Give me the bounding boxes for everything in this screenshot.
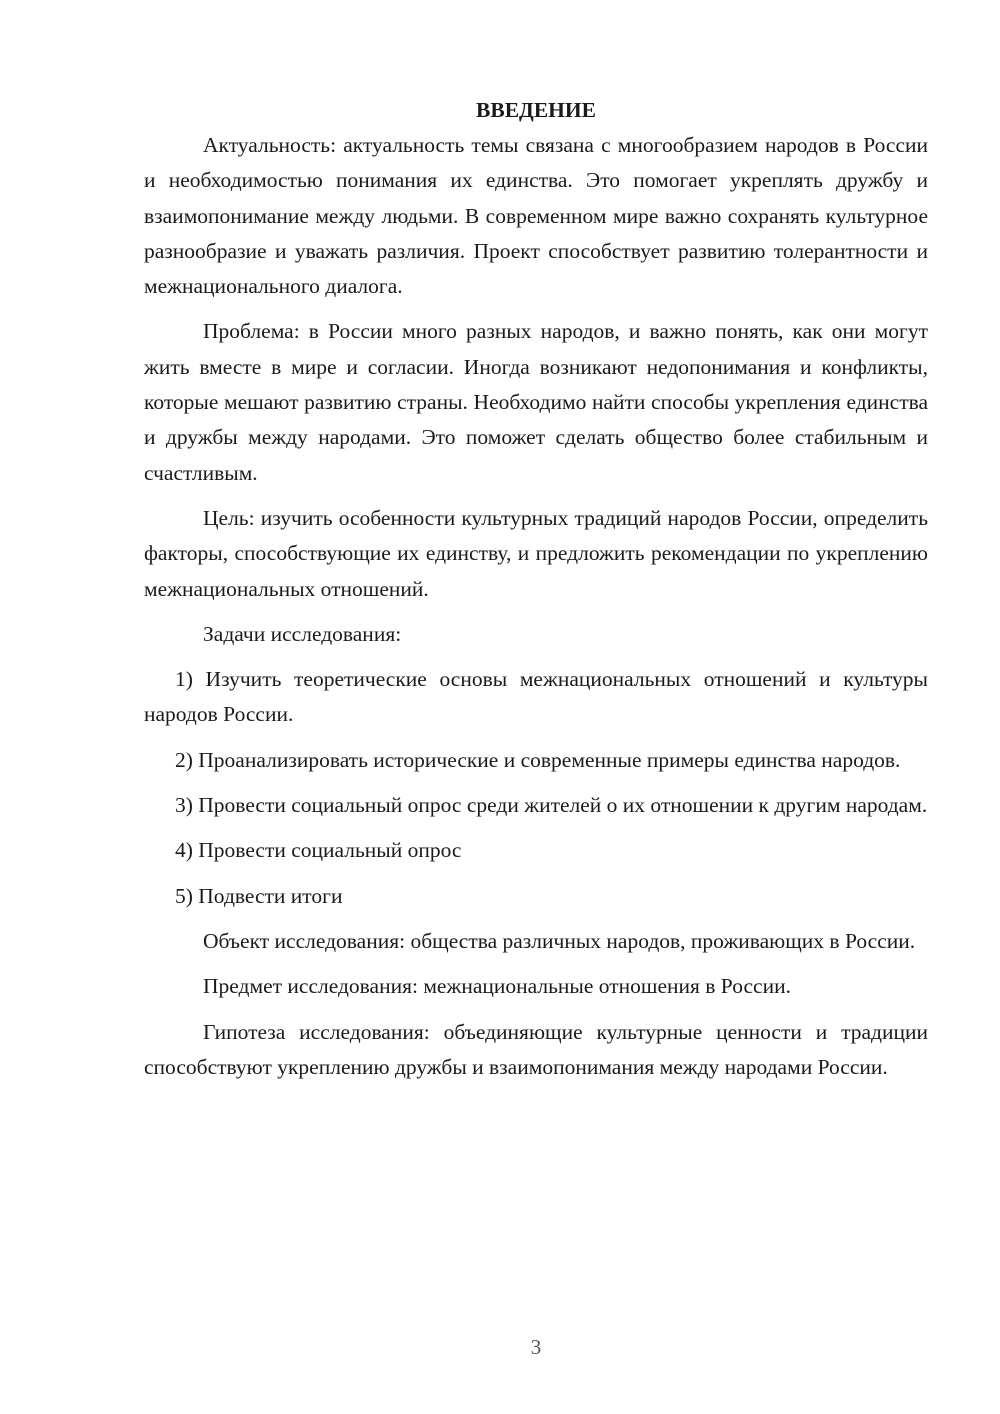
problem-paragraph: Проблема: в России много разных народов, и важно понять, как они могут жить вместе в мире и согласии. Иногда возникают недопонимания и конфликты, которые мешают развитию страны. Необходимо найти способы укрепления единства и дружбы между народами. Это поможет сделать общество более стабильным и счастливым.: [144, 319, 928, 485]
list-item: 4) Провести социальный опрос: [175, 838, 462, 863]
subject-paragraph: Предмет исследования: межнациональные отношения в России.: [203, 974, 791, 999]
page-number: 3: [530, 1335, 542, 1359]
page-title: ВВЕДЕНИЕ: [476, 98, 596, 122]
object-paragraph: Объект исследования: общества различных народов, проживающих в России.: [203, 928, 916, 953]
list-item: 3) Провести социальный опрос среди жителей о их отношении к другим народам.: [175, 793, 928, 818]
relevance-paragraph: Актуальность: актуальность темы связана с многообразием народов в России и необходимостью понимания их единства. Это помогает укреплять дружбу и взаимопонимание между людьми. В современном мире важно сохранять культурное разнообразие и уважать различия. Проект способствует развитию толерантности и межнационального диалога.: [144, 133, 928, 299]
goal-paragraph: Цель: изучить особенности культурных традиций народов России, определить факторы, способствующие их единству, и предложить рекомендации по укреплению межнациональных отношений.: [144, 505, 928, 601]
hypothesis-paragraph: Гипотеза исследования: объединяющие культурные ценности и традиции способствуют укреплению дружбы и взаимопонимания между народами России.: [144, 1019, 928, 1079]
document-page: [144, 93, 928, 1085]
list-item: 5) Подвести итоги: [175, 883, 343, 908]
list-item: 2) Проанализировать исторические и современные примеры единства народов.: [175, 747, 901, 772]
list-item: 1) Изучить теоретические основы межнациональных отношений и культуры народов России.: [144, 667, 928, 727]
tasks-list: [144, 662, 928, 914]
tasks-heading: Задачи исследования:: [203, 621, 402, 646]
